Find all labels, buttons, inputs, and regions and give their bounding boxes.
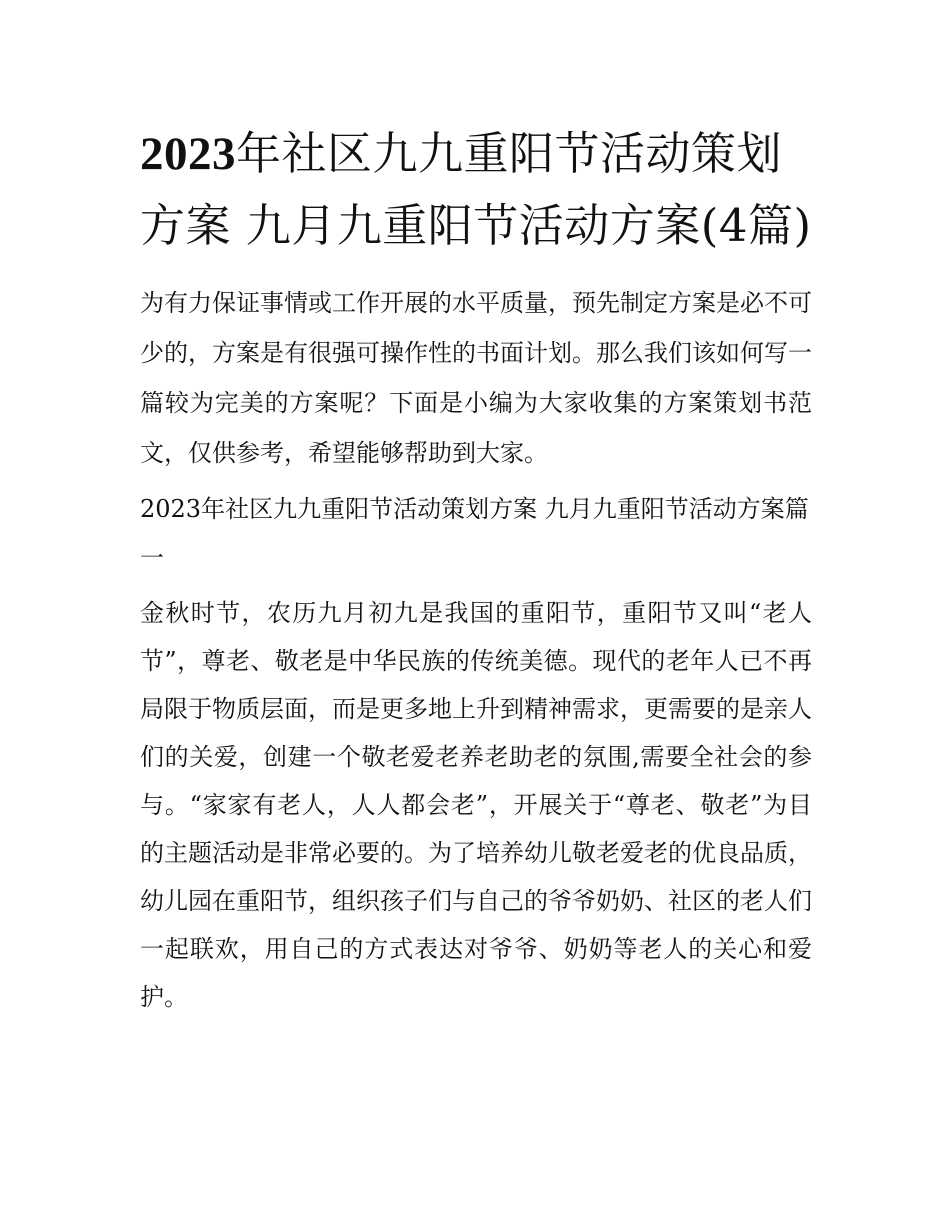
title-year: 2023 — [140, 128, 236, 180]
section-body-paragraph: 金秋时节，农历九月初九是我国的重阳节，重阳节又叫“老人节”，尊老、敬老是中华民族的传统美德。现代的老年人已不再局限于物质层面，而是更多地上升到精神需求，更需要的是亲人们的关爱，创建一个敬老爱老养老助老的氛围,需要全社会的参与。“家家有老人，人人都会老”，开展关于“尊老、敬老”为目的主题活动是非常必要的。为了培养幼儿敬老爱老的优良品质，幼儿园在重阳节，组织孩子们与自己的爷爷奶奶、社区的老人们一起联欢，用自己的方式表达对爷爷、奶奶等老人的关心和爱护。 — [140, 599, 812, 1011]
document-title — [140, 118, 812, 262]
intro-paragraph: 为有力保证事情或工作开展的水平质量，预先制定方案是必不可少的，方案是有很强可操作性的书面计划。那么我们该如何写一篇较为完美的方案呢？下面是小编为大家收集的方案策划书范文，仅供参考，希望能够帮助到大家。 — [140, 289, 812, 467]
title-text: 年社区九九重阳节活动策划方案 九月九重阳节活动方案(4篇) — [140, 127, 812, 252]
section-heading: 2023年社区九九重阳节活动策划方案 九月九重阳节活动方案篇一 — [140, 495, 809, 572]
document-content — [140, 118, 812, 1021]
